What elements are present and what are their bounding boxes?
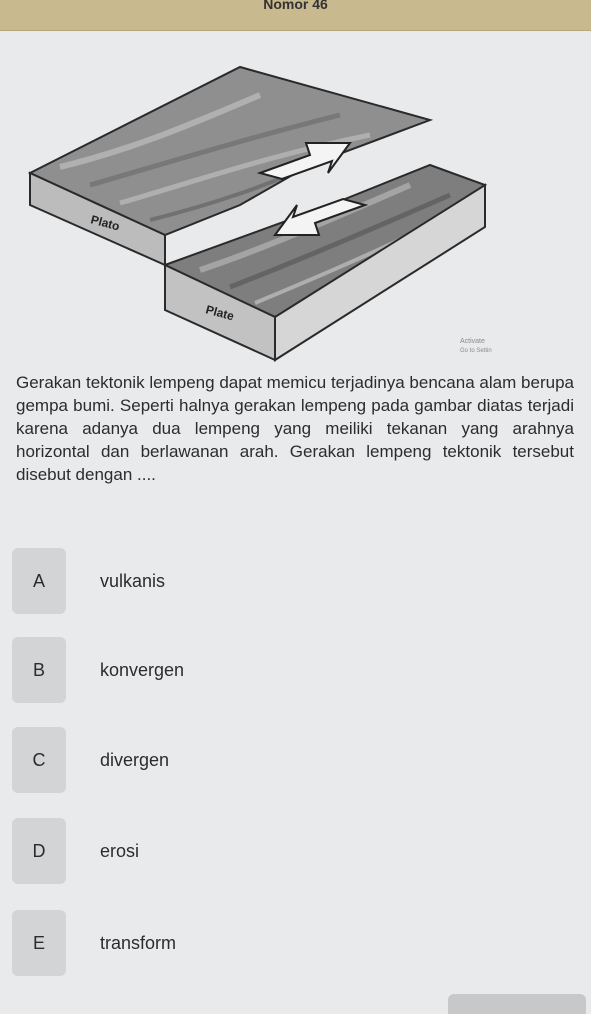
plate-label-bottom: Plate	[204, 302, 236, 324]
option-b[interactable]	[12, 637, 572, 703]
option-label: konvergen	[100, 659, 185, 680]
option-letter: B	[12, 637, 66, 703]
watermark-line1: Activate	[460, 338, 485, 345]
option-e[interactable]	[12, 910, 572, 976]
option-letter: C	[12, 727, 66, 793]
option-label: erosi	[100, 840, 140, 861]
option-a[interactable]	[12, 548, 572, 614]
top-bar	[0, 0, 591, 31]
watermark-line2: Go to Settin	[460, 348, 492, 354]
option-d[interactable]	[12, 818, 572, 884]
plate-label-top: Plato	[89, 212, 122, 234]
option-letter: E	[12, 910, 66, 976]
option-label: vulkanis	[100, 570, 166, 591]
question-number-title: Nomor 46	[263, 0, 328, 12]
option-letter: D	[12, 818, 66, 884]
next-button[interactable]	[448, 994, 586, 1014]
option-letter: A	[12, 548, 66, 614]
transform-fault-illustration	[10, 55, 530, 375]
option-label: transform	[100, 932, 177, 953]
option-c[interactable]	[12, 727, 572, 793]
option-label: divergen	[100, 749, 170, 770]
question-text: Gerakan tektonik lempeng dapat memicu terjadinya bencana alam berupa gempa bumi. Seperti halnya gerakan lempeng pada gambar diatas terjadi karena adanya dua lempeng yang meiliki tekanan yang arahnya horizontal dan berlawanan arah. Gerakan lempeng tektonik tersebut disebut dengan ....	[16, 373, 574, 484]
